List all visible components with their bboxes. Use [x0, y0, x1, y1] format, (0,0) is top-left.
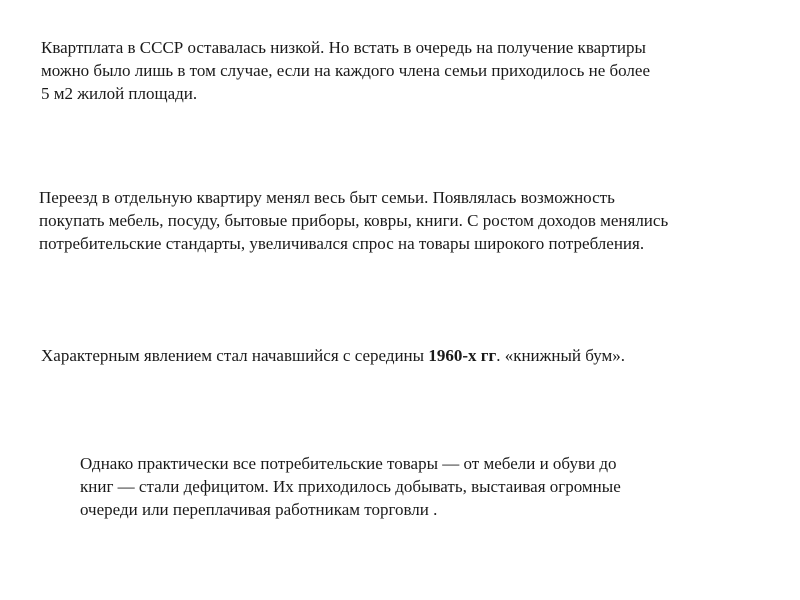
book-boom-years: 1960-х гг — [428, 346, 497, 365]
paragraph-book-boom — [41, 344, 781, 367]
paragraph-rent: Квартплата в СССР оставалась низкой. Но встать в очередь на получение квартиры можно было лишь в том случае, если на каждого члена семьи приходилось не более 5 м2 жилой площади. — [41, 38, 651, 103]
book-boom-text-after: . «книжный бум». — [496, 346, 626, 365]
book-boom-text-before: Характерным явлением стал начавшийся с середины — [41, 346, 429, 365]
paragraph-apartment-move: Переезд в отдельную квартиру менял весь быт семьи. Появлялась возможность покупать мебель, посуду, бытовые приборы, ковры, книги. С ростом доходов менялись потребительские стандарты, увеличивался спрос на товары широкого потребления. — [39, 188, 669, 253]
paragraph-shortage: Однако практически все потребительские товары — от мебели и обуви до книг — стали дефицитом. Их приходилось добывать, выстаивая огромные очереди или переплачивая работникам торговли . — [80, 454, 621, 519]
